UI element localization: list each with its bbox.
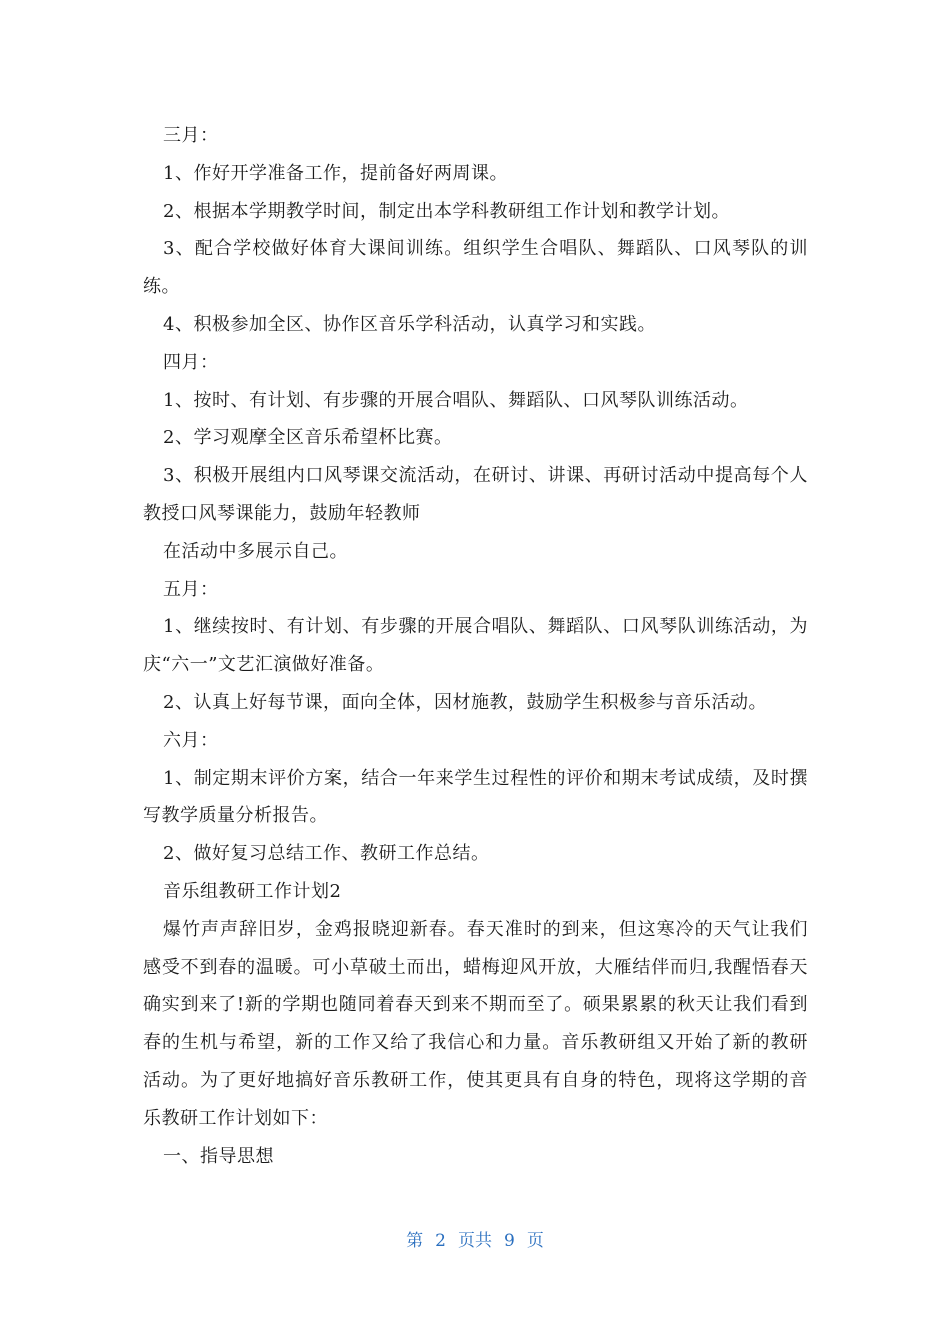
footer-ye: 页 [526,1231,544,1251]
footer-ye-gong: 页共 [458,1231,492,1251]
paragraph: 2、认真上好每节课，面向全体，因材施教，鼓励学生积极参与音乐活动。 [163,691,767,713]
paragraph: 1、按时、有计划、有步骤的开展合唱队、舞蹈队、口风琴队训练活动。 [163,389,749,411]
paragraph: 2、做好复习总结工作、教研工作总结。 [163,843,490,865]
paragraph: 2、根据本学期教学时间，制定出本学科教研组工作计划和教学计划。 [163,200,730,222]
heading-may: 五月： [163,578,219,600]
paragraph: 1、继续按时、有计划、有步骤的开展合唱队、舞蹈队、口风琴队训练活动，为庆“六一”文艺汇演做好准备。 [143,616,808,676]
paragraph: 1、作好开学准备工作，提前备好两周课。 [163,162,508,184]
document-body [143,117,808,1175]
heading-march: 三月： [163,125,219,146]
paragraph: 爆竹声声辞旧岁，金鸡报晓迎新春。春天准时的到来，但这寒冷的天气让我们感受不到春的温暖。可小草破土而出，蜡梅迎风开放，大雁结伴而归,我醒悟春天确实到来了!新的学期也随同着春天到来不期而至了。硕果累累的秋天让我们看到春的生机与希望，新的工作又给了我信心和力量。音乐教研组又开始了新的教研活动。为了更好地搞好音乐教研工作，使其更具有自身的特色，现将这学期的音乐教研工作计划如下： [143,918,808,1129]
section-title: 音乐组教研工作计划2 [163,880,342,902]
section-heading: 一、指导思想 [163,1145,274,1167]
page-footer [0,1226,950,1251]
paragraph: 3、配合学校做好体育大课间训练。组织学生合唱队、舞蹈队、口风琴队的训练。 [143,238,808,298]
paragraph: 4、积极参加全区、协作区音乐学科活动，认真学习和实践。 [163,313,656,335]
footer-total-pages: 9 [504,1231,515,1251]
heading-april: 四月： [163,351,219,373]
footer-di: 第 [406,1231,424,1251]
heading-june: 六月： [163,729,219,751]
paragraph: 3、积极开展组内口风琴课交流活动，在研讨、讲课、再研讨活动中提高每个人教授口风琴课能力，鼓励年轻教师 [143,465,808,524]
paragraph: 1、制定期末评价方案，结合一年来学生过程性的评价和期末考试成绩，及时撰写教学质量分析报告。 [143,767,808,827]
paragraph: 2、学习观摩全区音乐希望杯比赛。 [163,427,453,449]
footer-page-number: 2 [435,1231,446,1251]
paragraph: 在活动中多展示自己。 [163,540,348,562]
